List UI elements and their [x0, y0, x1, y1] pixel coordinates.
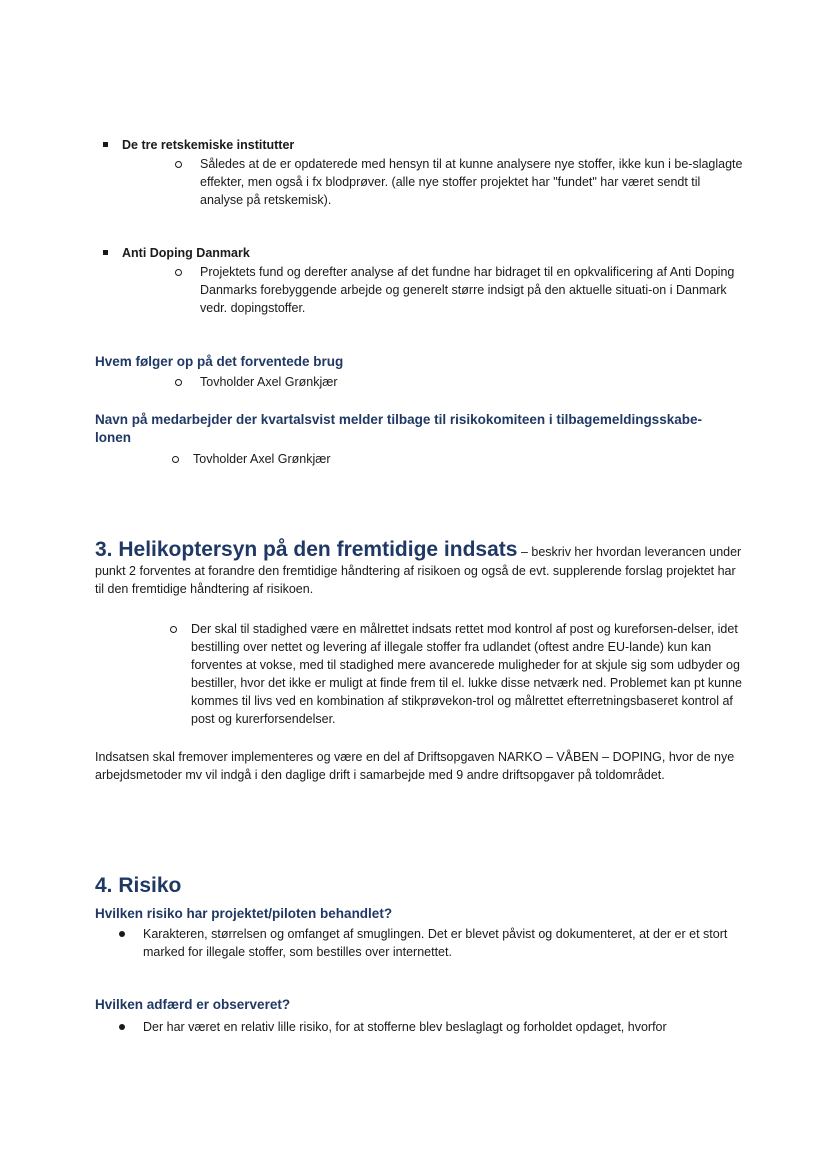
section4-a1: Karakteren, størrelsen og omfanget af smuglingen. Det er blevet påvist og dokumenteret, at der er et stort marked for illegale stoffer, som bestilles over internettet.	[143, 927, 728, 959]
institutter-text: Således at de er opdaterede med hensyn til at kunne analysere nye stoffer, ikke kun i be-slaglagte effekter, men også i fx blodprøver. (alle nye stoffer projektet har "fundet" har været sendt til analyse på retskemisk).	[200, 157, 743, 207]
section3-heading: 3. Helikoptersyn på den fremtidige indsats	[95, 538, 518, 561]
section3-intro	[95, 538, 745, 598]
dot-bullet-icon	[119, 931, 125, 937]
hvem-item: Tovholder Axel Grønkjær	[200, 375, 338, 389]
section3-heading-rest: – beskriv her hvordan leverancen under punkt 2 forventes at forandre den fremtidige håndtering af risikoen og også de evt. supplerende forslag projektet har til den fremtidige håndtering af risikoen.	[95, 545, 742, 596]
antidoping-text: Projektets fund og derefter analyse af det fundne har bidraget til en opkvalificering af Anti Doping Danmarks forebyggende arbejde og generelt større indsigt på den aktuelle situati-on i Danmark vedr. dopingstoffer.	[200, 265, 735, 315]
dot-bullet-icon	[119, 1024, 125, 1030]
circle-bullet-icon	[175, 269, 182, 276]
section4-q1: Hvilken risiko har projektet/piloten behandlet?	[95, 906, 393, 921]
square-bullet-icon	[103, 250, 108, 255]
circle-bullet-icon	[170, 626, 177, 633]
circle-bullet-icon	[172, 456, 179, 463]
section4-heading: 4. Risiko	[95, 874, 182, 897]
navn-title: Navn på medarbejder der kvartalsvist melder tilbage til risikokomiteen i tilbagemeldingsskabe-lonen	[95, 412, 702, 445]
section3-bullet-text: Der skal til stadighed være en målrettet indsats rettet mod kontrol af post og kureforsen-delser, idet bestilling over nettet og levering af illegale stoffer fra udlandet (oftest andre EU-lande) kun kan forventes at vokse, med til stadighed mere avancerede muligheder for at skjule sig som udbyder og bestiller, hvor det ikke er muligt at finde frem til el. lukke disse netværk ned. Problemet kan pt kunne kommes til livs ved en kombination af stikprøvekon-trol og målrettet efterretningsbaseret kontrol af post og kurerforsendelser.	[191, 622, 742, 726]
hvem-title: Hvem følger op på det forventede brug	[95, 354, 344, 369]
section3-paragraph: Indsatsen skal fremover implementeres og være en del af Driftsopgaven NARKO – VÅBEN – DOPING, hvor de nye arbejdsmetoder mv vil indgå i den daglige drift i samarbejde med 9 andre driftsopgaver på toldområdet.	[95, 750, 735, 782]
circle-bullet-icon	[175, 161, 182, 168]
square-bullet-icon	[103, 142, 108, 147]
section4-a2: Der har været en relativ lille risiko, for at stofferne blev beslaglagt og forholdet opdaget, hvorfor	[143, 1020, 667, 1034]
institutter-title: De tre retskemiske institutter	[122, 138, 295, 152]
antidoping-title: Anti Doping Danmark	[122, 246, 250, 260]
section4-q2: Hvilken adfærd er observeret?	[95, 997, 291, 1012]
circle-bullet-icon	[175, 379, 182, 386]
navn-item: Tovholder Axel Grønkjær	[193, 452, 331, 466]
